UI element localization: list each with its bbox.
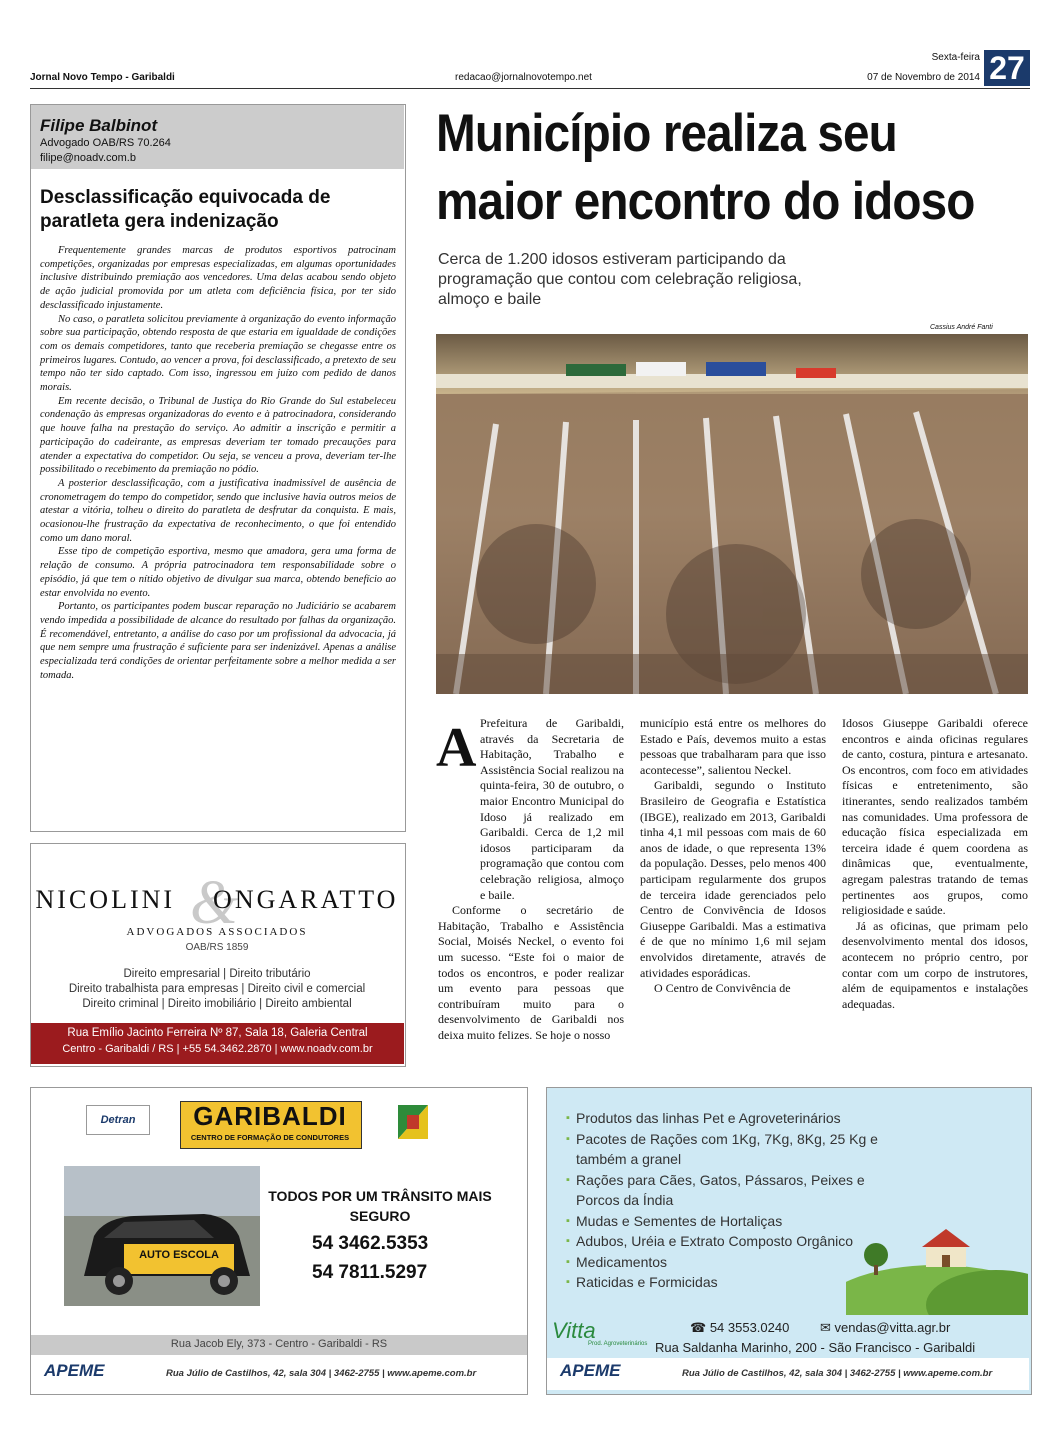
driving-school-car-photo (64, 1166, 260, 1306)
article-dropcap: A (436, 717, 477, 779)
photo-credit: Cassius André Fanti (930, 324, 993, 331)
list-item: ▪ Raticidas e Formicidas (566, 1272, 886, 1293)
list-item: ▪ Adubos, Uréia e Extrato Composto Orgânico (566, 1231, 886, 1252)
column-body (40, 244, 396, 683)
column-author-role: Advogado OAB/RS 70.264 (40, 137, 171, 149)
column-paragraph: Portanto, os participantes podem buscar reparação no Judiciário se acabarem vendo impedida a possibilidade de alcance do resultado por falhas da organização. É recomendável, entretanto, a análise do caso por um profissional da advocacia, já que nem sempre uma frustração é suficiente para ser indenizável. Apenas a análise especializada terá condições de orientar perfeitamente sobre a melhor medida a ser tomada. (40, 601, 396, 681)
vitta-tagline: Prod. Agroveterinários (588, 1341, 648, 1347)
header-date: 07 de Novembro de 2014 (867, 72, 980, 83)
vitta-logo: Vitta (552, 1318, 596, 1343)
vitta-product-list (566, 1108, 886, 1293)
law-firm-service-line: Direito criminal | Direito imobiliário | Direito ambiental (82, 998, 352, 1010)
law-firm-address: Rua Emílio Jacinto Ferreira Nº 87, Sala 18, Galeria Central (67, 1027, 368, 1039)
column-author: Filipe Balbinot (40, 116, 158, 135)
law-firm-name-left: NICOLINI (35, 885, 176, 914)
article-paragraph: Prefeitura de Garibaldi, através da Secretaria de Habitação, Trabalho e Assistência Social realizou na quinta-feira, 30 de outubro, o maior Encontro Municipal do Idoso já realizado em Garibaldi. Cerca de 1,2 mil idosos participaram da programação que contou com celebração religiosa, almoço e baile. (480, 716, 624, 902)
column-paragraph: A posterior desclassificação, com a justificativa inadmissível de ausência de cronometragem do tempo do competidor, sendo que inclusive havia outros meios de atestar a vitória, tolheu o direito do paratleta de desfrutar da conquista. E mais, ocasionou-lhe frustração da expectativa de reconhecimento, o que foi entendido como um dano moral. (40, 477, 396, 544)
phone-icon: ☎ (690, 1320, 710, 1335)
article-paragraph: O Centro de Convivência de (654, 981, 791, 996)
driving-school-address: Rua Jacob Ely, 373 - Centro - Garibaldi - RS (170, 1338, 388, 1350)
rs-coat-of-arms-icon (398, 1105, 428, 1139)
column-paragraph: Esse tipo de competição esportiva, mesmo que amadora, gera uma forma de relação de consumo. A própria patrocinadora tem responsabilidade sobre o episódio, já que tem o nítido objetivo de divulgar sua marca, obtendo benefício ao estar envolvida no evento. (40, 546, 396, 599)
list-item: ▪ Rações para Cães, Gatos, Pássaros, Peixes e Porcos da Índia (566, 1170, 886, 1211)
apeme-logo: APEME (44, 1361, 105, 1380)
law-firm-subtitle: ADVOGADOS ASSOCIADOS (126, 926, 308, 938)
header-day: Sexta-feira (931, 52, 980, 63)
driving-school-title: GARIBALDI (193, 1101, 347, 1131)
apeme-address: Rua Júlio de Castilhos, 42, sala 304 | 3462-2755 | www.apeme.com.br (682, 1368, 993, 1379)
driving-school-subtitle: CENTRO DE FORMAÇÃO DE CONDUTORES (190, 1133, 350, 1142)
law-firm-service-line: Direito empresarial | Direito tributário (123, 968, 311, 980)
law-firm-oab: OAB/RS 1859 (185, 942, 249, 953)
list-item: ▪ Mudas e Sementes de Hortaliças (566, 1211, 886, 1232)
detran-logo: Detran (86, 1105, 150, 1135)
column-paragraph: Frequentemente grandes marcas de produtos esportivos patrocinam competições, organizadas por empresas especializadas, em algumas oportunidades inclusive distribuindo premiação aos vencedores. Uma delas acabou sendo objeto de ação judicial promovida por um atleta com deficiência física, por ter sido desclassificado injustamente. (40, 245, 396, 311)
law-firm-name-right: ONGARATTO (213, 885, 399, 914)
column-paragraph: Em recente decisão, o Tribunal de Justiça do Rio Grande do Sul estabeleceu condenação às empresas organizadoras do evento e à patrocinadora, considerando que houve falha na prestação do serviço. Ao admitir a inscrição e permitir a participação do cadeirante, as empresas deveriam ter tomado precauções para atender a expectativa do competidor. Ou seja, se venceu a prova, deveriam ter-lhe possibilitado o recebimento da premiação no pódio. (40, 395, 396, 476)
column-title: Desclassificação equivocada de paratleta gera indenização (40, 187, 331, 232)
page-number: 27 (984, 50, 1030, 86)
header-rule (30, 88, 1030, 89)
mail-icon: ✉ (820, 1320, 835, 1335)
article-paragraph: município está entre os melhores do Estado e País, devemos muito a estas pessoas que trabalharam para que isso acontecesse”, salientou Neckel. (640, 716, 826, 777)
column-paragraph: No caso, o paratleta solicitou previamente à organização do evento informação sobre sua participação, obtendo resposta de que estaria em igualdade de condições com os demais competidores, tanto que receberia premiação se chegasse entre os primeiros lugares. Contudo, ao vencer a prova, foi desclassificado, a pretexto de seu tempo não ter sido captado. Com isso, ingressou em juízo com pedido de danos morais. (40, 313, 396, 394)
article-column-2 (640, 716, 826, 997)
vitta-email[interactable]: ✉ vendas@vitta.agr.br (820, 1320, 951, 1335)
article-column-1 (438, 716, 624, 1043)
vitta-phone[interactable]: ☎ 54 3553.0240 (690, 1320, 790, 1335)
column-author-email[interactable]: filipe@noadv.com.b (40, 152, 136, 164)
apeme-logo: APEME (560, 1361, 621, 1380)
article-paragraph: Garibaldi, segundo o Instituto Brasileiro de Geografia e Estatística (IBGE), realizado em 2013, Garibaldi tinha 4,1 mil pessoas com mais de 60 anos de idade, o que representa 13% da população. Desses, pelo menos 400 participam regularmente dos grupos de terceira idade gerenciados pelo Centro de Convivência de Idosos Giuseppe Garibaldi. Mas a estimativa é de que no mínimo 1,6 mil sejam envolvidos diretamente, através de atividades esporádicas. (640, 778, 826, 980)
header-publication: Jornal Novo Tempo - Garibaldi (30, 72, 175, 83)
law-firm-service-line: Direito trabalhista para empresas | Direito civil e comercial (68, 983, 366, 995)
vitta-address: Rua Saldanha Marinho, 200 - São Francisco - Garibaldi (655, 1340, 976, 1355)
article-paragraph: Já as oficinas, que primam pelo desenvolvimento mental dos idosos, acontecem no próprio centro, por contar com um corpo de instrutores, além de equipamentos e instalações adequadas. (842, 918, 1028, 1011)
car-label: AUTO ESCOLA (139, 1249, 219, 1261)
law-firm-contact[interactable]: Centro - Garibaldi / RS | +55 54.3462.2870 | www.noadv.com.br (62, 1043, 373, 1055)
article-column-3 (842, 716, 1028, 1012)
event-photo (436, 334, 1028, 694)
header-email[interactable]: redacao@jornalnovotempo.net (455, 72, 592, 83)
article-subhead: Cerca de 1.200 idosos estiveram participando da programação que contou com celebração religiosa, almoço e baile (438, 251, 802, 308)
article-paragraph: Conforme o secretário de Habitação, Trabalho e Assistência Social, Moisés Neckel, o evento foi um sucesso. “Este foi o maior de todos os encontros, e poder realizar um evento para pessoas que contribuíram muito para o desenvolvimento de Garibaldi nos deixa muito felizes. Se hoje o nosso (438, 903, 624, 1042)
apeme-address: Rua Júlio de Castilhos, 42, sala 304 | 3462-2755 | www.apeme.com.br (166, 1368, 477, 1379)
law-firm-ampersand: & (190, 869, 239, 937)
driving-school-phone-2[interactable]: 54 7811.5297 (312, 1262, 428, 1283)
list-item: ▪ Produtos das linhas Pet e Agroveterinários (566, 1108, 886, 1129)
list-item: ▪ Medicamentos (566, 1252, 886, 1273)
list-item: ▪ Pacotes de Rações com 1Kg, 7Kg, 8Kg, 25 Kg e também a granel (566, 1129, 886, 1170)
article-headline: Município realiza seu maior encontro do idoso (436, 104, 975, 231)
article-paragraph: Idosos Giuseppe Garibaldi oferece encontros e ainda oficinas regulares de canto, costura, pintura e artesanato. Os encontros, com foco em atividades físicas e entretenimento, são itinerantes, sendo realizados também nas comunidades. Uma professora de educação física especializada em terceira idade é quem coordena as dinâmicas que, eventualmente, agregam palestras tratando de temas pertinentes aos grupos, como religiosidade e saúde. (842, 716, 1028, 918)
farm-landscape-illustration (846, 1215, 1028, 1315)
driving-school-phone-1[interactable]: 54 3462.5353 (312, 1233, 429, 1254)
driving-school-slogan: TODOS POR UM TRÂNSITO MAIS SEGURO (268, 1188, 492, 1224)
law-firm-name (30, 885, 404, 915)
